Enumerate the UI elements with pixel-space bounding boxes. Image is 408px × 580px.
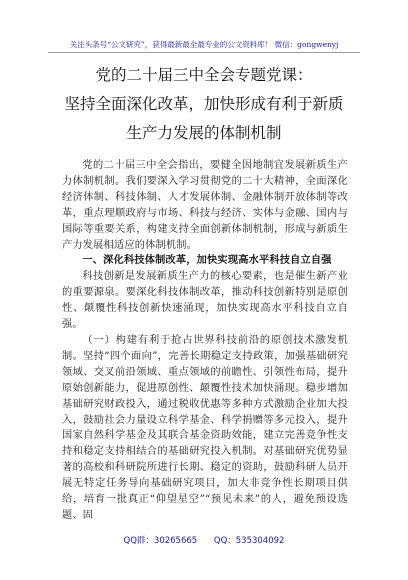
paragraph-intro: 党的二十届三中全会指出，要健全因地制宜发展新质生产力体制机制。我们要深入学习贯彻党的二十大精神，全面深化经济体制、科技体制、人才发展体制、金融体制开放体制等改革，重点理顺政府与市场、科技与经济、实体与金融、国内与国际等重要关系，构建支持全面创新体制机制，形成与新质生产力发展相适应的体制机制。 [62,160,348,251]
document-body [62,158,348,524]
title-line-1: 党的二十届三中全会专题党课： [95,66,313,84]
header-notice: 关注头条号“公文研究”，获得最新最全最专业的公文资料库！ 微信：gongwenyj [69,40,339,49]
footer-qq: QQ：535304092 [213,536,285,546]
paragraph-section-1-item-1: （一）构建有利于抢占世界科技前沿的原创技术激发机制。坚持“四个面向”，完善长期稳定支持政策，加强基础研究领域、交叉前沿领域、重点领域的前瞻性、引领性布局，提升原始创新能力，促进原创性、颠覆性技术加快涌现。稳步增加基础研究财政投入，通过税收优惠等多种方式激励企业加大投入，鼓励社会力量设立科学基金、科学捐赠等多元投入，提升国家自然科学基金及其联合基金资助效能，建立完善竞争性支持和稳定支持相结合的基础研究投入机制。对基础研究优势显著的高校和科研院所进行长期、稳定的资助，鼓励科研人员开展无特定任务导向基础研究项目，加大非竞争性长期项目供给，培育一批真正“仰望星空”“预见未来”的人，避免预设选题、固 [62,334,348,521]
title-line-2: 坚持全面深化改革，加快形成有利于新质 [64,95,344,113]
header-divider [48,52,360,53]
title-line-3: 生产力发展的体制机制 [126,124,282,142]
section-heading-1: 一、深化科技体制改革，加快实现高水平科技自立自强 [82,255,332,267]
paragraph-section-1-intro: 科技创新是发展新质生产力的核心要素，也是催生新产业的重要源泉。要深化科技体制改革，推动科技创新特别是原创性、颠覆性科技创新快速涌现，加快实现高水平科技自立自强。 [62,271,348,331]
footer-contact [0,534,408,546]
footer-qq-group: QQ群：30265665 [123,536,198,546]
